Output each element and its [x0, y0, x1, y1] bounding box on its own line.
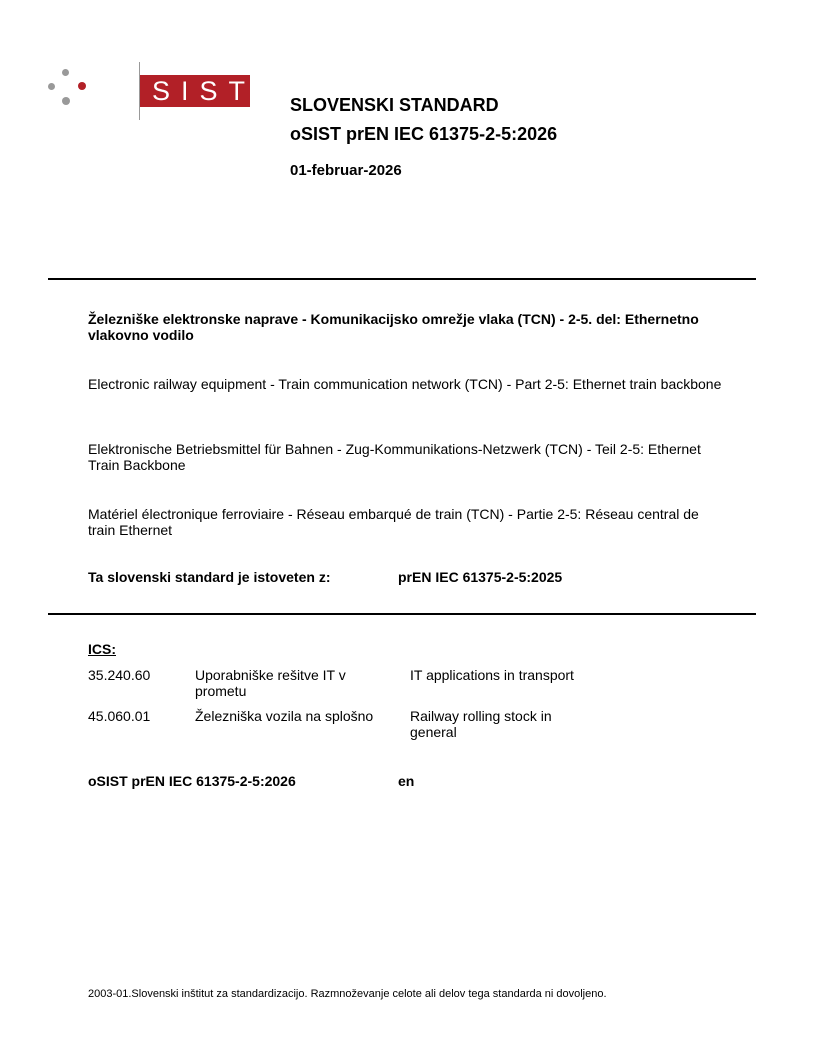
logo-dot	[62, 97, 70, 105]
title-slovenian: Železniške elektronske naprave - Komunikacijsko omrežje vlaka (TCN) - 2-5. del: Ethernetno vlakovno vodilo	[88, 311, 699, 343]
standard-code: oSIST prEN IEC 61375-2-5:2026	[290, 124, 558, 144]
document-code: oSIST prEN IEC 61375-2-5:2026	[88, 773, 296, 789]
logo-dot	[48, 83, 55, 90]
identical-label: Ta slovenski standard je istoveten z:	[88, 569, 331, 585]
ics-description-en: Railway rolling stock in general	[410, 708, 552, 740]
ics-label: ICS:	[88, 641, 116, 657]
standard-label: SLOVENSKI STANDARD	[290, 95, 499, 115]
identical-value: prEN IEC 61375-2-5:2025	[398, 569, 563, 585]
ics-description-sl: Železniška vozila na splošno	[195, 708, 374, 724]
document-language: en	[398, 773, 415, 789]
copyright-notice: 2003-01.Slovenski inštitut za standardizacijo. Razmnoževanje celote ali delov tega standarda ni dovoljeno.	[88, 988, 607, 1000]
title-english: Electronic railway equipment - Train communication network (TCN) - Part 2-5: Ethernet train backbone	[88, 376, 722, 392]
ics-code: 35.240.60	[88, 667, 151, 683]
publication-date: 01-februar-2026	[290, 162, 402, 179]
divider	[48, 613, 756, 615]
title-german: Elektronische Betriebsmittel für Bahnen - Zug-Kommunikations-Netzwerk (TCN) - Teil 2-5: Ethernet Train Backbone	[88, 441, 701, 473]
title-french: Matériel électronique ferroviaire - Réseau embarqué de train (TCN) - Partie 2-5: Réseau central de train Ethernet	[88, 506, 699, 538]
logo-dot-red	[78, 82, 86, 90]
sist-logo	[46, 62, 257, 120]
divider	[48, 278, 756, 280]
logo-dot	[62, 69, 69, 76]
ics-description-en: IT applications in transport	[410, 667, 574, 683]
ics-description-sl: Uporabniške rešitve IT v prometu	[195, 667, 346, 699]
ics-code: 45.060.01	[88, 708, 151, 724]
logo-wordmark: SIST	[140, 75, 250, 107]
